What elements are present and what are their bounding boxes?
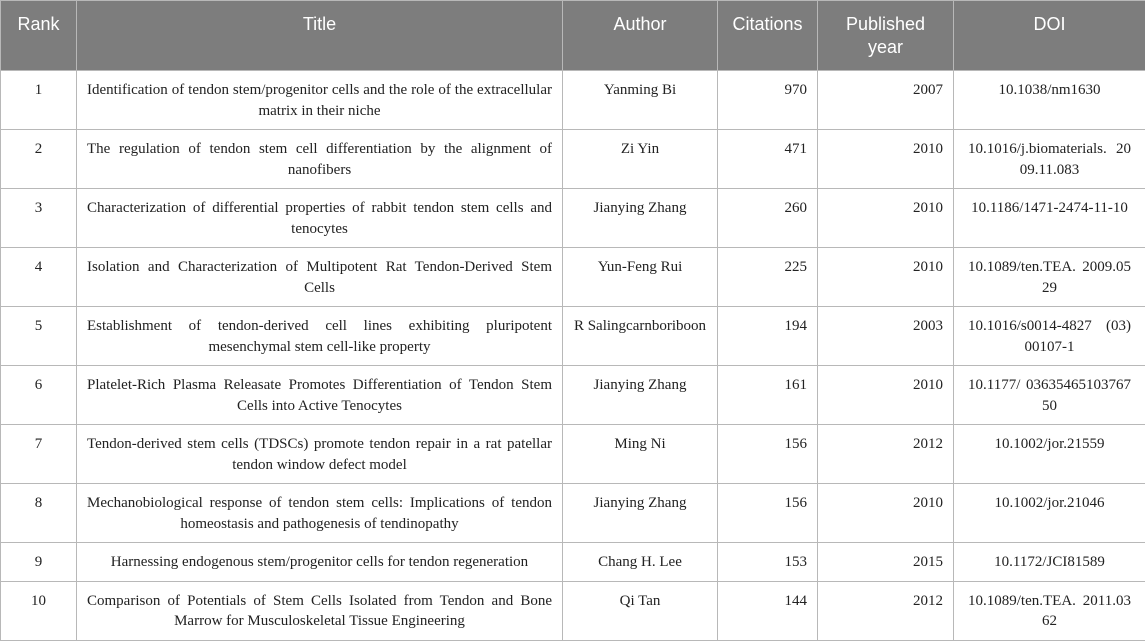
cell-doi: 10.1172/JCI81589 <box>954 543 1145 582</box>
table-row <box>1 425 1145 484</box>
cell-year: 2007 <box>818 71 954 130</box>
cell-title: Harnessing endogenous stem/progenitor cells for tendon regeneration <box>77 543 563 582</box>
cell-year: 2003 <box>818 307 954 366</box>
header-title: Title <box>77 1 563 71</box>
cell-rank: 4 <box>1 248 77 307</box>
cell-rank: 9 <box>1 543 77 582</box>
cell-doi: 10.1016/j.biomaterials. 2009.11.083 <box>954 130 1145 189</box>
cell-author: Yun-Feng Rui <box>563 248 718 307</box>
cell-doi: 10.1038/nm1630 <box>954 71 1145 130</box>
cell-citations: 161 <box>718 366 818 425</box>
cell-author: Jianying Zhang <box>563 366 718 425</box>
table-row <box>1 248 1145 307</box>
cell-rank: 7 <box>1 425 77 484</box>
cell-author: R Salingcarnboriboon <box>563 307 718 366</box>
cell-citations: 225 <box>718 248 818 307</box>
cell-rank: 2 <box>1 130 77 189</box>
cell-rank: 5 <box>1 307 77 366</box>
cell-author: Yanming Bi <box>563 71 718 130</box>
cell-author: Chang H. Lee <box>563 543 718 582</box>
cell-year: 2010 <box>818 189 954 248</box>
cell-doi: 10.1177/ 0363546510376750 <box>954 366 1145 425</box>
cell-year: 2012 <box>818 425 954 484</box>
cell-title: Characterization of differential properties of rabbit tendon stem cells and tenocytes <box>77 189 563 248</box>
cell-year: 2010 <box>818 366 954 425</box>
table-row <box>1 71 1145 130</box>
cell-citations: 156 <box>718 425 818 484</box>
cell-citations: 194 <box>718 307 818 366</box>
table-row <box>1 307 1145 366</box>
cell-year: 2010 <box>818 248 954 307</box>
cell-citations: 970 <box>718 71 818 130</box>
table-row <box>1 484 1145 543</box>
cell-doi: 10.1002/jor.21046 <box>954 484 1145 543</box>
header-year: Published year <box>818 1 954 71</box>
cell-citations: 471 <box>718 130 818 189</box>
header-rank: Rank <box>1 1 77 71</box>
cell-citations: 144 <box>718 581 818 641</box>
cell-doi: 10.1089/ten.TEA. 2009.0529 <box>954 248 1145 307</box>
cell-doi: 10.1089/ten.TEA. 2011.0362 <box>954 581 1145 641</box>
cell-author: Ming Ni <box>563 425 718 484</box>
table-row <box>1 189 1145 248</box>
cell-year: 2012 <box>818 581 954 641</box>
cell-rank: 1 <box>1 71 77 130</box>
cell-rank: 3 <box>1 189 77 248</box>
header-citations: Citations <box>718 1 818 71</box>
table-row <box>1 581 1145 641</box>
cell-citations: 153 <box>718 543 818 582</box>
table-row <box>1 366 1145 425</box>
cell-doi: 10.1186/1471-2474-11-10 <box>954 189 1145 248</box>
cell-citations: 156 <box>718 484 818 543</box>
cell-rank: 10 <box>1 581 77 641</box>
header-row <box>1 1 1145 71</box>
cell-title: Isolation and Characterization of Multipotent Rat Tendon-Derived Stem Cells <box>77 248 563 307</box>
cell-year: 2015 <box>818 543 954 582</box>
cell-author: Jianying Zhang <box>563 189 718 248</box>
header-author: Author <box>563 1 718 71</box>
cell-doi: 10.1016/s0014-4827 (03) 00107-1 <box>954 307 1145 366</box>
cell-citations: 260 <box>718 189 818 248</box>
table-row <box>1 543 1145 582</box>
cell-title: Comparison of Potentials of Stem Cells Isolated from Tendon and Bone Marrow for Musculoskeletal Tissue Engineering <box>77 581 563 641</box>
cell-title: Platelet-Rich Plasma Releasate Promotes Differentiation of Tendon Stem Cells into Active Tenocytes <box>77 366 563 425</box>
cell-author: Jianying Zhang <box>563 484 718 543</box>
cell-title: Establishment of tendon-derived cell lines exhibiting pluripotent mesenchymal stem cell-like property <box>77 307 563 366</box>
table-row <box>1 130 1145 189</box>
cell-title: Tendon-derived stem cells (TDSCs) promote tendon repair in a rat patellar tendon window defect model <box>77 425 563 484</box>
cell-author: Zi Yin <box>563 130 718 189</box>
cell-doi: 10.1002/jor.21559 <box>954 425 1145 484</box>
cell-year: 2010 <box>818 484 954 543</box>
cell-title: The regulation of tendon stem cell differentiation by the alignment of nanofibers <box>77 130 563 189</box>
cell-title: Mechanobiological response of tendon stem cells: Implications of tendon homeostasis and pathogenesis of tendinopathy <box>77 484 563 543</box>
cell-rank: 6 <box>1 366 77 425</box>
header-doi: DOI <box>954 1 1145 71</box>
cell-author: Qi Tan <box>563 581 718 641</box>
cell-title: Identification of tendon stem/progenitor cells and the role of the extracellular matrix in their niche <box>77 71 563 130</box>
cell-rank: 8 <box>1 484 77 543</box>
cell-year: 2010 <box>818 130 954 189</box>
